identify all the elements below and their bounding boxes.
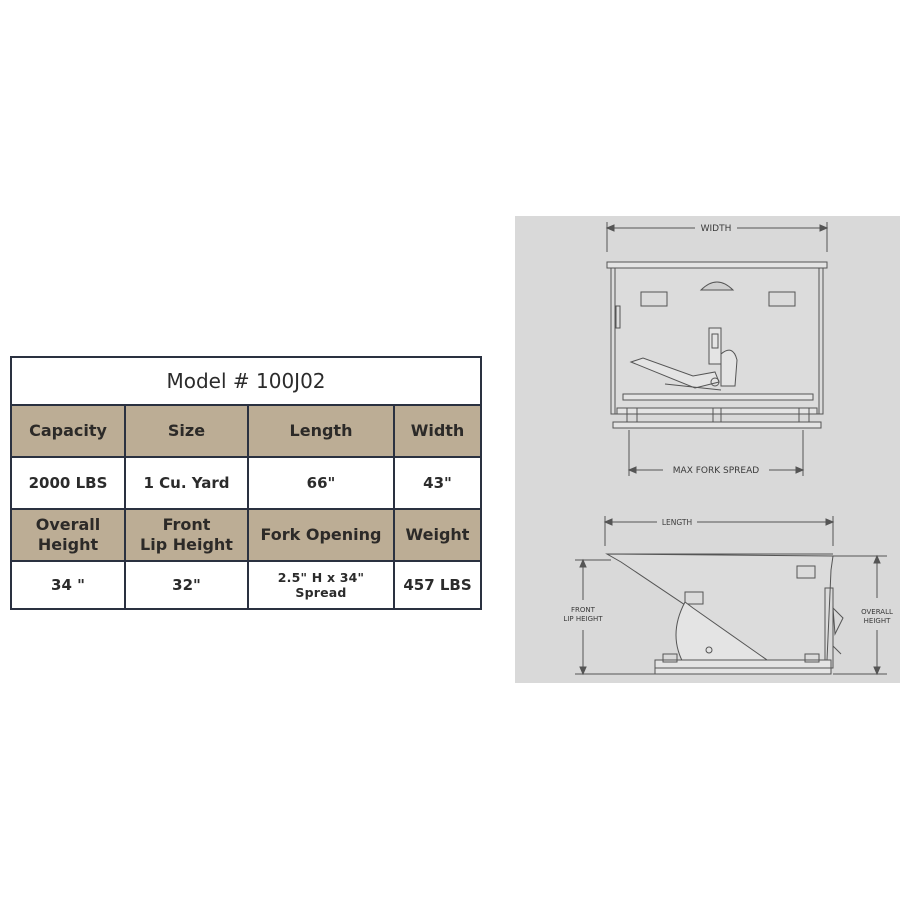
overall-height-label-line-2: HEIGHT (863, 617, 891, 625)
value-width: 43" (394, 457, 481, 509)
front-lip-height-label-line-1: FRONT (571, 606, 595, 614)
model-title: Model # 100J02 (11, 357, 481, 405)
header-front-lip-height (125, 509, 248, 561)
value-front-lip-height: 32" (125, 561, 248, 609)
value-overall-height: 34 " (11, 561, 125, 609)
overall-height-label-line-1: OVERALL (861, 608, 893, 616)
hopper-drawing-panel (515, 216, 900, 683)
header-capacity: Capacity (11, 405, 125, 457)
header-overall-height-line-2: Height (37, 535, 99, 554)
value-weight: 457 LBS (394, 561, 481, 609)
header-front-lip-height-line-2: Lip Height (140, 535, 233, 554)
hopper-drawings (515, 216, 900, 683)
length-label: LENGTH (661, 518, 693, 527)
header-fork-opening: Fork Opening (248, 509, 394, 561)
value-size: 1 Cu. Yard (125, 457, 248, 509)
value-fork-opening: 2.5" H x 34" Spread (248, 561, 394, 609)
value-length: 66" (248, 457, 394, 509)
header-weight: Weight (394, 509, 481, 561)
width-label: WIDTH (700, 224, 732, 234)
header-front-lip-height-line-1: Front (162, 515, 211, 534)
value-capacity: 2000 LBS (11, 457, 125, 509)
spec-table (10, 356, 482, 610)
header-size: Size (125, 405, 248, 457)
header-overall-height (11, 509, 125, 561)
max-fork-spread-label: MAX FORK SPREAD (672, 466, 760, 476)
header-width: Width (394, 405, 481, 457)
header-length: Length (248, 405, 394, 457)
header-overall-height-line-1: Overall (35, 515, 101, 534)
front-lip-height-label-line-2: LIP HEIGHT (563, 615, 603, 623)
